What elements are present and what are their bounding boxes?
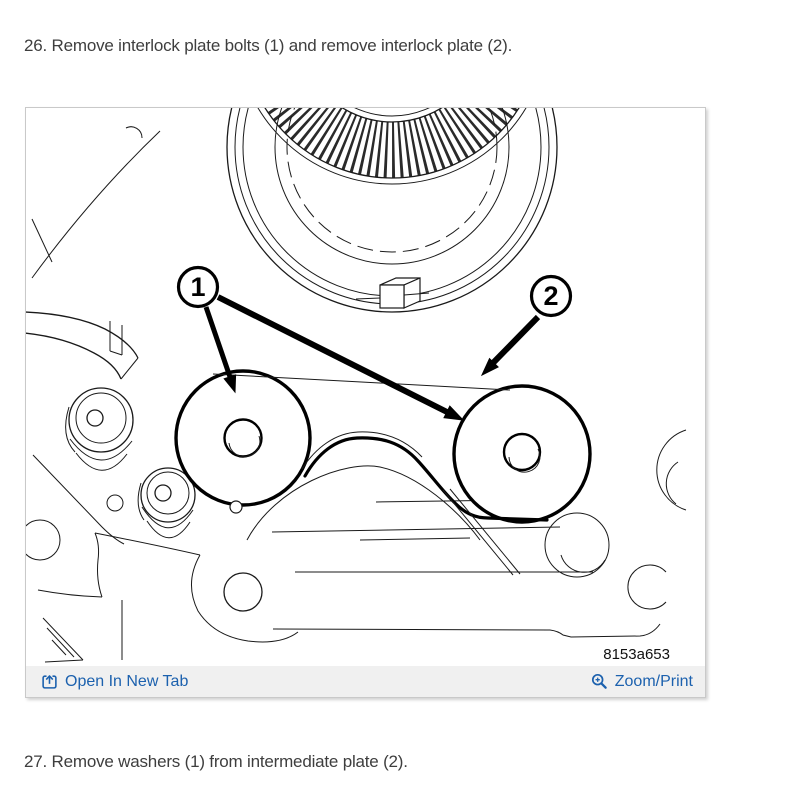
small-casing-hole bbox=[107, 495, 123, 511]
upper-left-casing bbox=[32, 127, 160, 278]
figure-code: 8153a653 bbox=[603, 646, 670, 663]
zoom-plus-icon bbox=[591, 673, 608, 690]
bell-housing-assembly bbox=[227, 108, 557, 312]
arrow-2 bbox=[492, 317, 538, 364]
open-in-new-tab-link[interactable] bbox=[41, 673, 188, 691]
open-in-new-tab-icon bbox=[41, 673, 58, 690]
hatched-wedge bbox=[43, 618, 83, 662]
left-casing-ring bbox=[26, 312, 138, 379]
open-in-new-tab-label: Open In New Tab bbox=[65, 672, 189, 690]
gear-spline-hatch bbox=[270, 108, 514, 150]
diagram-area bbox=[26, 108, 705, 666]
arrow-1a bbox=[206, 307, 230, 377]
bolt-boss-upper bbox=[66, 388, 133, 470]
figure-toolbar bbox=[26, 666, 705, 697]
interlock-washers bbox=[176, 371, 590, 522]
zoom-print-link[interactable] bbox=[591, 673, 693, 691]
plate-hole bbox=[224, 573, 262, 611]
callout-2-label: 2 bbox=[543, 281, 559, 311]
figure-card bbox=[25, 107, 706, 698]
engine-diagram bbox=[26, 108, 705, 666]
callout-1-label: 1 bbox=[190, 272, 206, 302]
zoom-print-label: Zoom/Print bbox=[614, 672, 693, 690]
bolt-boss-lower bbox=[138, 468, 195, 538]
step-26-text: 26. Remove interlock plate bolts (1) and remove interlock plate (2). bbox=[24, 36, 513, 55]
step-27-text: 27. Remove washers (1) from intermediate plate (2). bbox=[24, 752, 408, 771]
